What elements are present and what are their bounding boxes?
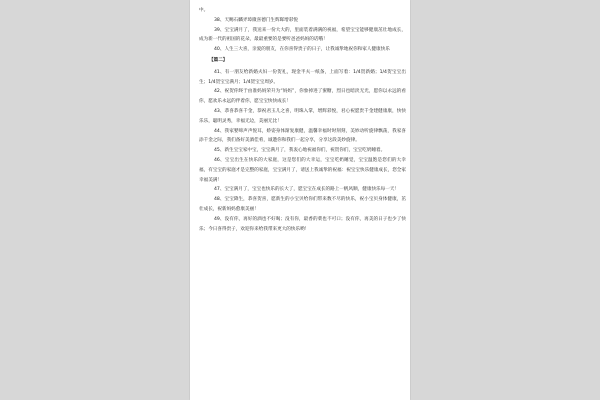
paragraph-line: 中。 [199, 8, 209, 13]
paragraph-line: 49、没有你，再好的酒也不好喝；没有你，最香的菜也不可口；没有你，再美的日子也少了快乐；今日喜得贵子，欢迎你来给我带来更大的快乐哟！ [199, 216, 406, 232]
paragraph-line: 48、宝宝降生，恭喜贺喜，愿新生的小宝贝给你们带来数不尽的快乐，祝小宝贝身体健康，茁壮成长，祝新妈妈愈康美丽！ [199, 197, 406, 212]
paragraph-line: 47、宝宝满月了，宝宝也快乐的长大了，愿宝宝在成长的路上一帆风顺，健康快乐每一天！ [214, 187, 400, 193]
paragraph-line: 43、恭喜恭喜千金，恭祝君玉儿之喜，明珠入掌，增辉彩悦，君心祝愿贵千金建健康康，快快乐乐，聪明灵秀，幸福无边，美丽无比！ [199, 108, 406, 124]
paragraph-line: 44、我家婴啼声声悦耳，娇姿身体渐复康健，温馨幸福时时刻刻，美妙动听旋律飘荡，我家喜添千金之际，我们备好美酒佳肴，诚邀你和我们一起分享，分享这段美妙旋律。 [199, 128, 406, 144]
paragraph-line: 46、宝宝出生在快乐的大家庭，这是您们的大幸运，宝宝吃奶睡觉，宝宝温饱是您们的大幸福，有宝宝的家庭才是完整的家庭，宝宝满月了，请送上我诚挚的祝福：祝宝宝快乐健康成长，您全家幸福美满！ [199, 157, 406, 183]
paragraph-line: 41、有一朋友给新婚夫妇一份贺礼，现金半夫一纸条，上面写着：1/4贺新婚；1/4贺宝宝出生；1/4贺宝宝满月；1/4贺宝宝周岁。 [199, 69, 406, 85]
paragraph-line: 40、人生三大喜，亲爱的朋友，在你喜得贵子的日子，让我诚挚地祝你和家人健康快乐 [214, 47, 390, 53]
section-heading: 【篇二】 [209, 57, 228, 63]
page-content [199, 6, 406, 234]
paragraph-line: 38、天赐石麟弄璋微喜德门生辉晖增彩悦 [214, 17, 298, 23]
paragraph-line: 39、宝宝满月了，我送来一份大大的，里面装着满满的祝福，希望宝宝能够健康茁壮地成长，成为新一代的祖国的花朵，最最重要的是要听爸爸妈妈的话哦！ [199, 27, 406, 43]
document-page [190, 0, 410, 400]
paragraph-line: 45、新生宝宝家中宝，宝宝满月了，我衷心地祝福你们，祝贺你们，宝宝吃奶睡着。 [214, 148, 386, 154]
paragraph-line: 42、祝贺你终于由准妈妈荣升为“妈妈”，你象掉进了蜜糖，烈日也暗淡无光，愿你以永远的看你，愿欢乐永远的伴着你，愿宝宝快快成长！ [199, 89, 406, 105]
